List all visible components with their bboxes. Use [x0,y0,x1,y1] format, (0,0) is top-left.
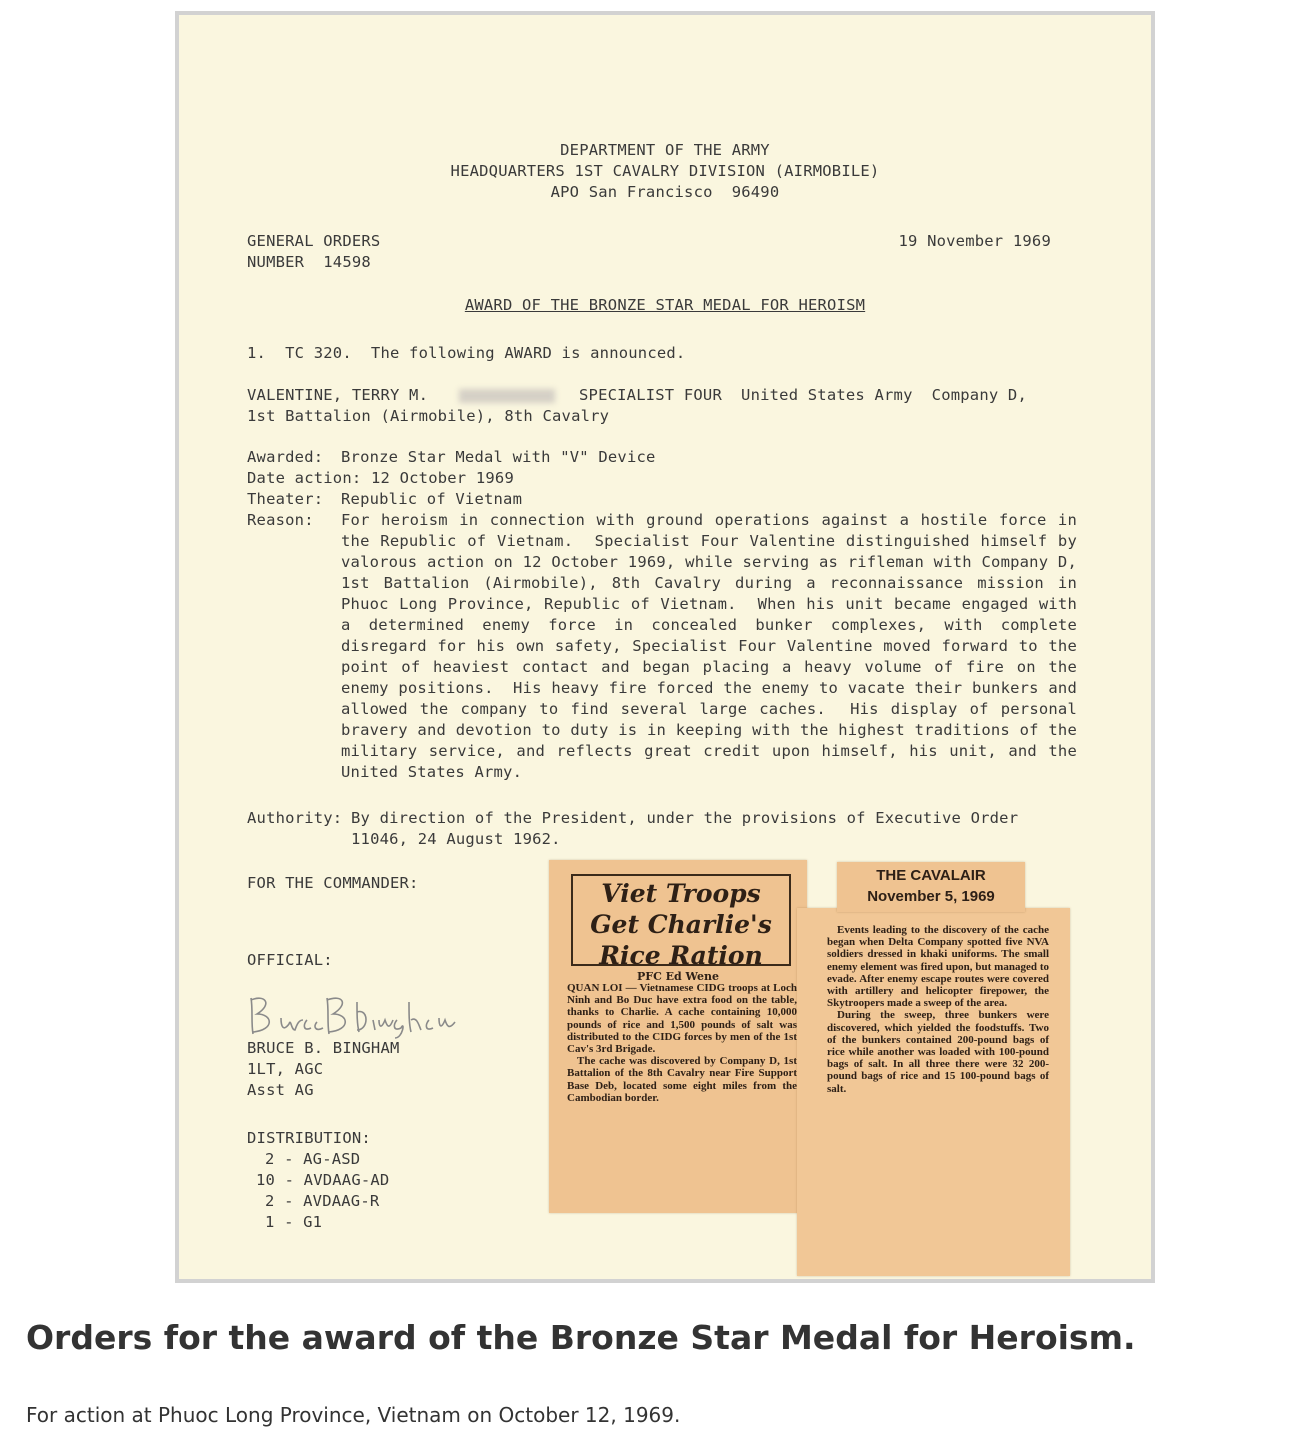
clipping-headline [571,878,791,971]
signer-name: BRUCE B. BINGHAM [247,1039,400,1057]
for-the-commander: FOR THE COMMANDER: [247,874,419,892]
headline-line: Rice Ration [599,941,763,970]
newspaper-masthead-clipping [837,862,1025,912]
header-apo: APO San Francisco 96490 [550,183,780,201]
caption-subtitle: For action at Phuoc Long Province, Vietnam on October 12, 1969. [26,1403,681,1427]
list-item: 2 - AVDAAG-R [265,1192,380,1210]
recipient-rank-unit: SPECIALIST FOUR United States Army Company D, [579,386,1027,404]
field-label: Theater: [247,490,324,508]
recipient-name: VALENTINE, TERRY M. [247,386,429,404]
caption-title: Orders for the award of the Bronze Star Medal for Heroism. [26,1318,1136,1357]
handwritten-signature [245,990,495,1040]
field-label: Date action: [247,469,362,487]
story-paragraph: QUAN LOI — Vietnamese CIDG troops at Loch Ninh and Bo Duc have extra food on the table, thanks to Charlie. A cache containing 10,000 pounds of rice and 1,500 pounds of salt was distributed to the CIDG forces by men of the 1st Cav's 3rd Brigade. [567,982,797,1056]
field-awarded [247,447,1077,468]
official-label: OFFICIAL: [247,951,333,969]
authority-text: By direction of the President, under the provisions of Executive Order 11046, 24 August 1962. [351,809,1028,848]
award-fields [247,447,1077,510]
clipping-story-continued [827,924,1049,1095]
field-label: Reason: [247,511,314,529]
signer-rank: 1LT, AGC [247,1060,324,1078]
list-item: 1 - G1 [265,1213,323,1231]
newspaper-masthead [837,865,1025,907]
general-orders-label: GENERAL ORDERS [247,232,381,250]
list-item: 10 - AVDAAG-AD [256,1171,390,1189]
order-date: 19 November 1969 [898,232,1051,250]
document-image-frame [175,11,1155,1283]
recipient-battalion: 1st Battalion (Airmobile), 8th Cavalry [247,407,610,425]
document-header [179,140,1151,203]
field-theater [247,489,1077,510]
field-label: Awarded: [247,448,324,466]
field-value: 12 October 1969 [371,469,514,487]
newspaper-name: THE CAVALAIR [876,867,986,884]
headline-line: Get Charlie's [590,910,772,939]
field-authority [247,808,1077,850]
clipping-byline: PFC Ed Wene [636,970,720,983]
field-reason [247,510,1087,783]
award-title: AWARD OF THE BRONZE STAR MEDAL FOR HEROISM [464,296,866,314]
newspaper-clipping-continuation [797,908,1070,1276]
document-paper [179,15,1151,1279]
order-number: NUMBER 14598 [247,253,371,271]
header-headquarters: HEADQUARTERS 1ST CAVALRY DIVISION (AIRMOBILE) [450,162,880,180]
field-date-action [247,468,1077,489]
distribution-list [247,1128,389,1233]
signer-block [247,1038,400,1101]
field-value: Bronze Star Medal with "V" Device [341,448,656,466]
general-orders-number [247,231,380,273]
story-paragraph: The cache was discovered by Company D, 1st Battalion of the 8th Cavalry near Fire Support Base Deb, located some eight miles from the Cambodian border. [567,1055,797,1104]
paragraph-1: 1. TC 320. The following AWARD is announced. [247,344,686,362]
signer-title: Asst AG [247,1081,314,1099]
story-paragraph: Events leading to the discovery of the cache began when Delta Company spotted five NVA soldiers dressed in khaki uniforms. The small enemy element was fired upon, but managed to evade. After enemy escape routes were covered with artillery and helicopter firepower, the Skytroopers made a sweep of the area. [827,924,1049,1010]
reason-text: For heroism in connection with ground operations against a hostile force in the Republic of Vietnam. Specialist Four Valentine distinguished himself by valorous action on 12 October 1969, while serving as rifleman with Company D, 1st Battalion (Airmobile), 8th Cavalry during a reconnaissance mission in Phuoc Long Province, Republic of Vietnam. When his unit became engaged with a determined enemy force in concealed bunker complexes, with complete disregard for his own safety, Specialist Four Valentine moved forward to the point of heaviest contact and began placing a heavy volume of fire on the enemy positions. His heavy fire forced the enemy to vacate their bunkers and allowed the company to find several large caches. His display of personal bravery and devotion to duty is in keeping with the highest traditions of the military service, and reflects great credit upon himself, his unit, and the United States Army. [341,511,1087,781]
clipping-story [567,982,797,1104]
distribution-label: DISTRIBUTION: [247,1129,371,1147]
header-department: DEPARTMENT OF THE ARMY [560,141,770,159]
newspaper-date: November 5, 1969 [867,888,995,905]
redacted-service-number [459,389,555,403]
field-label: Authority: [247,809,343,827]
newspaper-clipping-article [549,860,807,1213]
story-paragraph: During the sweep, three bunkers were discovered, which yielded the foodstuffs. Two of the bunkers contained 200-pound bags of rice while another was loaded with 100-pound bags of salt. In all three there were 32 200-pound bags of rice and 15 100-pound bags of salt. [827,1009,1049,1095]
list-item: 2 - AG-ASD [265,1150,361,1168]
field-value: Republic of Vietnam [341,490,523,508]
headline-line: Viet Troops [601,879,761,908]
